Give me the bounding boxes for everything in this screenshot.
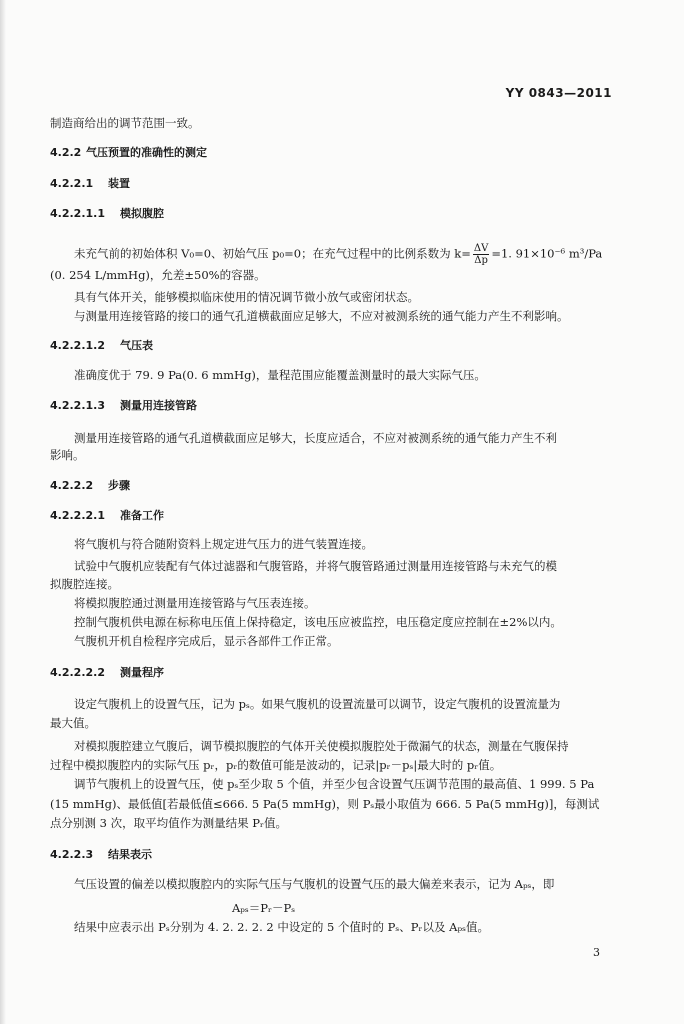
paragraph-line: 结果中应表示出 Pₛ分别为 4. 2. 2. 2. 2 中设定的 5 个值时的 Pₛ、Pᵣ以及 Aₚₛ值。	[74, 920, 489, 934]
section-number: 4.2.2.1.2	[50, 339, 105, 352]
page-number: 3	[593, 946, 600, 959]
paragraph-line: 气腹机开机自检程序完成后，显示各部件工作正常。	[74, 634, 339, 648]
section-title: 气压预置的准确性的测定	[86, 146, 207, 159]
section-title: 结果表示	[108, 848, 152, 861]
paragraph-text: 未充气前的初始体积 V₀=0、初始气压 p₀=0；在充气过程中的比例系数为 k=	[74, 246, 471, 261]
section-heading	[50, 847, 152, 862]
result-formula: Aₚₛ＝Pᵣ－Pₛ	[232, 901, 296, 915]
section-title: 测量用连接管路	[120, 399, 197, 412]
section-heading	[50, 398, 197, 413]
section-number: 4.2.2.3	[50, 848, 94, 861]
scan-edge-shadow	[0, 0, 6, 1024]
paragraph-line: 将模拟腹腔通过测量用连接管路与气压表连接。	[74, 596, 316, 610]
paragraph-line: 将气腹机与符合随附资料上规定进气压力的进气装置连接。	[74, 537, 373, 551]
paragraph-line: 设定气腹机上的设置气压，记为 pₛ。如果气腹机的设置流量可以调节，设定气腹机的设置流量为	[74, 697, 561, 711]
section-number: 4.2.2.2	[50, 479, 94, 492]
ratio-fraction	[473, 243, 489, 266]
section-number: 4.2.2.2.1	[50, 509, 105, 522]
section-heading	[50, 478, 130, 493]
paragraph-line: 对模拟腹腔建立气腹后，调节模拟腹腔的气体开关使模拟腹腔处于微漏气的状态，测量在气腹保持	[74, 739, 569, 753]
paragraph-line: 准确度优于 79. 9 Pa(0. 6 mmHg)，量程范围应能覆盖测量时的最大实际气压。	[74, 368, 486, 382]
section-heading	[50, 508, 164, 523]
section-heading	[50, 206, 164, 221]
section-title: 模拟腹腔	[120, 207, 164, 220]
section-title: 准备工作	[120, 509, 164, 522]
section-heading	[50, 665, 164, 680]
paragraph-line-with-formula	[74, 243, 602, 266]
section-heading	[50, 176, 130, 191]
section-title: 装置	[108, 177, 130, 190]
paragraph-line: 控制气腹机供电源在标称电压值上保持稳定，该电压应被监控，电压稳定度应控制在±2%以内。	[74, 615, 562, 629]
section-number: 4.2.2.2.2	[50, 666, 105, 679]
paragraph-line: 测量用连接管路的通气孔道横截面应足够大，长度应适合，不应对被测系统的通气能力产生不利	[74, 431, 557, 445]
paragraph-line: (15 mmHg)、最低值[若最低值≤666. 5 Pa(5 mmHg)，则 Pₛ最小取值为 666. 5 Pa(5 mmHg)]，每测试	[50, 797, 600, 811]
paragraph-line: 影响。	[50, 448, 85, 462]
section-number: 4.2.2.1.3	[50, 399, 105, 412]
section-number: 4.2.2.1	[50, 177, 94, 190]
fraction-denominator: Δp	[474, 255, 488, 266]
paragraph-line: 调节气腹机上的设置气压，使 pₛ至少取 5 个值，并至少包含设置气压调节范围的最高值、1 999. 5 Pa	[74, 777, 595, 791]
paragraph-line: 制造商给出的调节范围一致。	[50, 116, 200, 130]
section-heading	[50, 145, 207, 160]
paragraph-line: (0. 254 L/mmHg)，允差±50%的容器。	[50, 268, 266, 282]
paragraph-line: 拟腹腔连接。	[50, 577, 119, 591]
section-number: 4.2.2.1.1	[50, 207, 105, 220]
paragraph-line: 试验中气腹机应装配有气体过滤器和气腹管路，并将气腹管路通过测量用连接管路与未充气的模	[74, 559, 557, 573]
paragraph-text: =1. 91×10⁻⁶ m³/Pa	[491, 246, 603, 261]
section-number: 4.2.2	[50, 146, 82, 159]
paragraph-line: 与测量用连接管路的接口的通气孔道横截面应足够大，不应对被测系统的通气能力产生不利影响。	[74, 309, 569, 323]
paragraph-line: 过程中模拟腹腔内的实际气压 pᵣ，pᵣ的数值可能是波动的，记录|pᵣ－pₛ|最大时的 pᵣ值。	[50, 758, 502, 772]
section-title: 步骤	[108, 479, 130, 492]
paragraph-line: 最大值。	[50, 716, 96, 730]
fraction-numerator: ΔV	[473, 243, 489, 254]
section-title: 测量程序	[120, 666, 164, 679]
section-heading	[50, 338, 153, 353]
paragraph-line: 点分别测 3 次，取平均值作为测量结果 Pᵣ值。	[50, 816, 288, 830]
paragraph-line: 具有气体开关，能够模拟临床使用的情况调节微小放气或密闭状态。	[74, 290, 419, 304]
paragraph-line: 气压设置的偏差以模拟腹腔内的实际气压与气腹机的设置气压的最大偏差来表示，记为 Aₚₛ，即	[74, 877, 555, 891]
section-title: 气压表	[120, 339, 153, 352]
standard-code-header: YY 0843—2011	[505, 86, 612, 100]
